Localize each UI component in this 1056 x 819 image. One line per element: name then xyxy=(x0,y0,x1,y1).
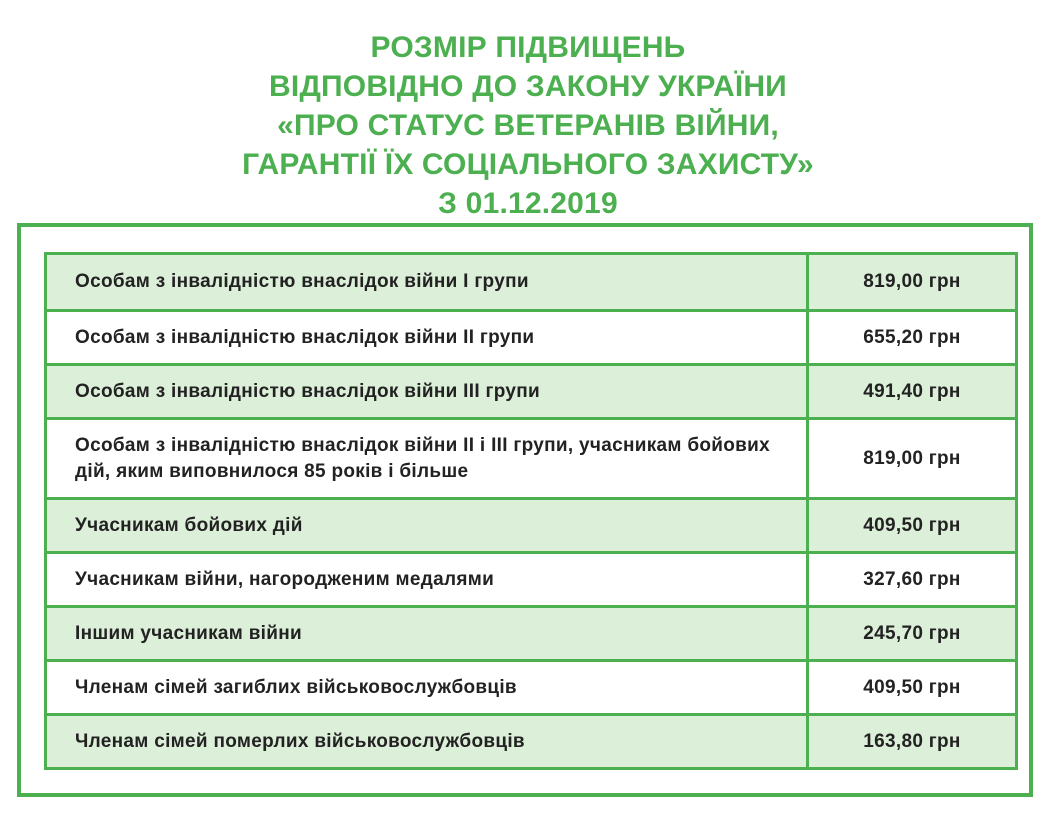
page-title xyxy=(0,28,1056,223)
row-label: Особам з інвалідністю внаслідок війни І групи xyxy=(47,255,809,309)
table-row xyxy=(47,659,1015,713)
table-row xyxy=(47,713,1015,767)
title-line: РОЗМІР ПІДВИЩЕНЬ xyxy=(370,31,686,64)
row-amount: 163,80 грн xyxy=(863,730,961,752)
row-amount: 819,00 грн xyxy=(863,271,961,292)
row-label: Особам з інвалідністю внаслідок війни ІІ групи xyxy=(47,312,809,363)
row-amount: 245,70 грн xyxy=(863,622,961,644)
increase-table xyxy=(44,252,1018,770)
row-label: Особам з інвалідністю внаслідок війни ІІ і ІІІ групи, учасникам бойових дій, яким виповнилося 85 років і більше xyxy=(47,420,809,497)
row-amount: 409,50 грн xyxy=(863,514,961,536)
table-row xyxy=(47,363,1015,417)
row-label: Особам з інвалідністю внаслідок війни ІІІ групи xyxy=(47,366,809,417)
row-amount: 819,00 грн xyxy=(863,447,961,469)
row-label: Учасникам бойових дій xyxy=(47,500,809,551)
row-amount: 491,40 грн xyxy=(863,380,961,402)
row-label: Членам сімей померлих військовослужбовців xyxy=(47,716,809,767)
table-row xyxy=(47,417,1015,497)
table-row xyxy=(47,551,1015,605)
row-amount: 327,60 грн xyxy=(863,568,961,590)
row-label: Іншим учасникам війни xyxy=(47,608,809,659)
row-label: Учасникам війни, нагородженим медалями xyxy=(47,554,809,605)
row-amount: 655,20 грн xyxy=(863,326,961,348)
title-line: ГАРАНТІЇ ЇХ СОЦІАЛЬНОГО ЗАХИСТУ» xyxy=(242,148,814,181)
title-line: «ПРО СТАТУС ВЕТЕРАНІВ ВІЙНИ, xyxy=(277,109,779,142)
table-row xyxy=(47,309,1015,363)
row-label: Членам сімей загиблих військовослужбовців xyxy=(47,662,809,713)
row-amount: 409,50 грн xyxy=(863,676,961,698)
table-row xyxy=(47,497,1015,551)
table-row xyxy=(47,605,1015,659)
title-line: ВІДПОВІДНО ДО ЗАКОНУ УКРАЇНИ xyxy=(269,70,787,103)
table-row xyxy=(47,255,1015,309)
title-line: З 01.12.2019 xyxy=(438,187,618,220)
